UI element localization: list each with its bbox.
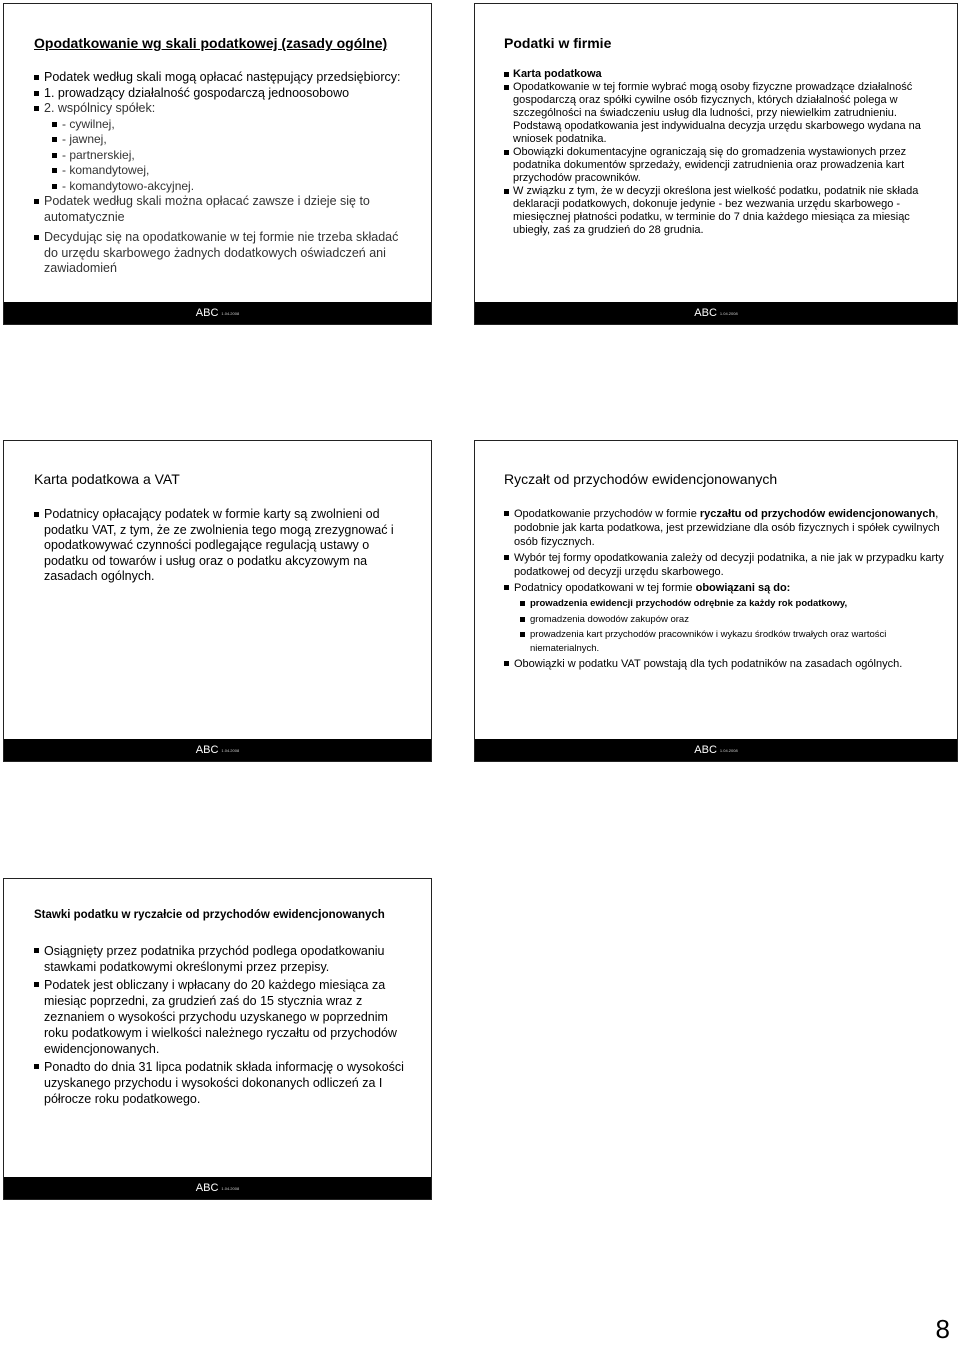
bullet-text [514,508,940,548]
bullet-text: Podatek według skali można opłacać zawsze i dzieje się to automatycznie [44,194,370,224]
sub-bullet-text: - partnerskiej, [62,147,135,162]
slide-footer [4,1177,431,1199]
sub-bullet-text: - komandytowo-akcyjnej. [62,178,195,193]
sub-bullet-text: prowadzenia ewidencji przychodów odrębnie za każdy rok podatkowy, [530,598,848,609]
bullet-text-part: , podobnie jak karta podatkowa, jest przewidziane dla osób fizycznych i spółek cywilnych osób fizycznych. [514,508,940,548]
bullet-text-part: Opodatkowanie przychodów w formie [514,508,700,520]
sub-bullet-text: - komandytowej, [62,163,150,177]
slide-title: Karta podatkowa a VAT [34,471,180,487]
page-number: 8 [935,1314,950,1344]
footer-date: 1.04.2008 [221,1185,240,1191]
slide-body [504,507,949,671]
slide-title: Opodatkowanie wg skali podatkowej (zasady ogólne) [34,35,388,51]
bullet-text: Osiągnięty przez podatnika przychód podlega opodatkowaniu stawkami podatkowymi określonymi przez przepisy. [44,944,385,974]
bullet-text: Podatnicy opłacający podatek w formie karty są zwolnieni od podatku VAT, z tym, że ze zwolnienia tego mogą zrezygnować i opodatkowywać czynności podlegające regulacją ustawy o podatku od towarów i usług oraz o podatku akcyzowym na zasadach ogólnych. [44,507,394,583]
bullet-text: Wybór tej formy opodatkowania zależy od decyzji podatnika, a nie jak w przypadku karty podatkowej od decyzji urzędu skarbowego. [514,552,944,578]
footer-label: ABC [195,1182,219,1194]
footer-label: ABC [195,307,219,319]
bullet-text: Podatek według skali mogą opłacać następujący przedsiębiorcy: [44,70,401,84]
sub-bullet-text: - cywilnej, [62,116,115,131]
bullet-text: Ponadto do dnia 31 lipca podatnik składa informację o wysokości uzyskanego przychodu i wysokości dokonanych odliczeń za I półrocze roku podatkowego. [44,1060,404,1106]
slide-1 [3,3,432,325]
bullet-text: Karta podatkowa [513,68,602,80]
sub-bullet-text: - jawnej, [62,132,107,146]
footer-label: ABC [694,307,717,319]
slide-title: Stawki podatku w ryczałcie od przychodów ewidencjonowanych [34,909,385,921]
bullet-text: Obowiązki w podatku VAT powstają dla tych podatników na zasadach ogólnych. [514,658,903,670]
bullet-text: 2. wspólnicy spółek: [44,101,156,115]
slide-footer [4,302,431,324]
slide-3 [3,440,432,762]
bullet-text: 1. prowadzący działalność gospodarczą jednoosobowo [44,85,350,100]
sub-bullet-text: gromadzenia dowodów zakupów oraz [530,613,689,625]
bullet-text: Opodatkowanie w tej formie wybrać mogą osoby fizyczne prowadzące działalność gospodarczą oraz spółki cywilne osób fizycznych, których działalność polega w szczególności na świadczeniu usług dla ludności, przy niewielkim zatrudnieniu. Podstawą opodatkowania jest indywidualna decyzja urzędu skarbowego wydana na wniosek podatnika. [513,81,921,145]
bullet-text: Decydując się na opodatkowanie w tej formie nie trzeba składać do urzędu skarbowego żadnych dodatkowych oświadczeń ani zawiadomień [44,230,399,275]
footer-label: ABC [195,744,219,756]
sub-bullet-text: prowadzenia kart przychodów pracowników i wykazu środków trwałych oraz wartości niematerialnych. [530,629,887,654]
bullet-text: W związku z tym, że w decyzji określona jest wielkość podatku, podatnik nie składa deklaracji podatkowych, dokonuje jedynie - bez wezwania urzędu skarbowego - miesięcznej płatności podatku, w terminie do 7 dnia każdego miesiąca za miesiąc ubiegły, zaś za grudzień do 28 grudnia. [513,185,919,236]
slide-footer [475,739,957,761]
bullet-text-bold: ryczałtu od przychodów ewidencjonowanych [699,508,936,520]
slide-body [34,70,414,277]
slide-5 [3,878,432,1200]
footer-date: 1.04.2008 [221,747,240,753]
slide-body [504,68,944,237]
footer-date: 1.04.2008 [221,310,240,316]
slide-body [34,943,414,1107]
slide-body [34,507,414,585]
footer-date: 1.04.2008 [719,310,738,316]
slide-footer [475,302,957,324]
footer-label: ABC [694,744,717,756]
footer-date: 1.04.2008 [719,747,738,753]
slide-title: Podatki w firmie [504,35,612,51]
bullet-text-bold: obowiązani są do: [695,582,791,594]
bullet-text: Obowiązki dokumentacyjne ograniczają się do gromadzenia wystawionych przez podatnika dokumentów sprzedaży, ewidencji zatrudnienia oraz prowadzenia kart przychodów pracowników. [513,146,907,184]
slide-footer [4,739,431,761]
slide-title: Ryczałt od przychodów ewidencjonowanych [504,471,778,487]
slide-2 [474,3,958,325]
bullet-text-part: Podatnicy opodatkowani w tej formie [514,582,696,594]
bullet-text: Podatek jest obliczany i wpłacany do 20 każdego miesiąca za miesiąc poprzedni, za grudzień zaś do 15 stycznia wraz z zeznaniem o wysokości przychodu uzyskanego w poprzednim roku podatkowym i wielkości należnego ryczałtu od przychodów ewidencjonowanych. [44,978,397,1056]
slide-4 [474,440,958,762]
